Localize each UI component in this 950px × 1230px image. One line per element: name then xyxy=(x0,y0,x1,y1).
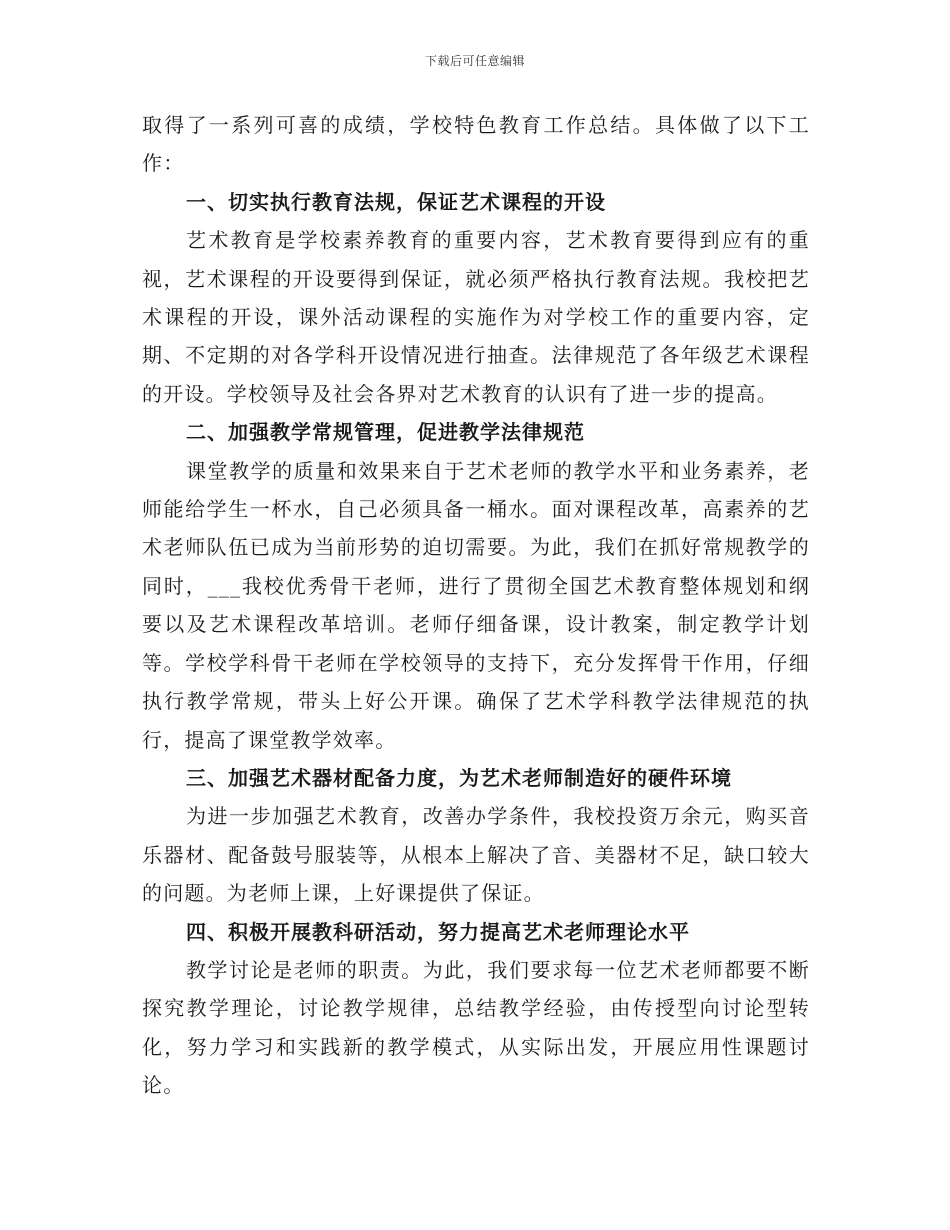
document-body xyxy=(142,106,810,1105)
page-header-note: 下载后可任意编辑 xyxy=(424,54,525,68)
section-1-paragraph: 艺术教育是学校素养教育的重要内容，艺术教育要得到应有的重视，艺术课程的开设要得到保证，就必须严格执行教育法规。我校把艺术课程的开设，课外活动课程的实施作为对学校工作的重要内容，定期、不定期的对各学科开设情况进行抽查。法律规范了各年级艺术课程的开设。学校领导及社会各界对艺术教育的认识有了进一步的提高。 xyxy=(142,228,810,406)
section-3-paragraph: 为进一步加强艺术教育，改善办学条件，我校投资万余元，购买音乐器材、配备鼓号服装等，从根本上解决了音、美器材不足，缺口较大的问题。为老师上课，上好课提供了保证。 xyxy=(142,804,810,906)
section-2-heading: 二、加强教学常规管理，促进教学法律规范 xyxy=(186,420,585,445)
section-1-heading: 一、切实执行教育法规，保证艺术课程的开设 xyxy=(186,189,606,214)
section-4-paragraph: 教学讨论是老师的职责。为此，我们要求每一位艺术老师都要不断探究教学理论，讨论教学规律，总结教学经验，由传授型向讨论型转化，努力学习和实践新的教学模式，从实际出发，开展应用性课题讨论。 xyxy=(142,957,810,1098)
section-2-paragraph: 课堂教学的质量和效果来自于艺术老师的教学水平和业务素养，老师能给学生一杯水，自己必须具备一桶水。面对课程改革，高素养的艺术老师队伍已成为当前形势的迫切需要。为此，我们在抓好常规教学的同时，___我校优秀骨干老师，进行了贯彻全国艺术教育整体规划和纲要以及艺术课程改革培训。老师仔细备课，设计教案，制定教学计划等。学校学科骨干老师在学校领导的支持下，充分发挥骨干作用，仔细执行教学常规，带头上好公开课。确保了艺术学科教学法律规范的执行，提高了课堂教学效率。 xyxy=(142,458,810,752)
section-4-heading: 四、积极开展教科研活动，努力提高艺术老师理论水平 xyxy=(186,919,690,944)
section-3-heading: 三、加强艺术器材配备力度，为艺术老师制造好的硬件环境 xyxy=(186,765,732,790)
intro-paragraph: 取得了一系列可喜的成绩，学校特色教育工作总结。具体做了以下工作： xyxy=(142,113,810,176)
